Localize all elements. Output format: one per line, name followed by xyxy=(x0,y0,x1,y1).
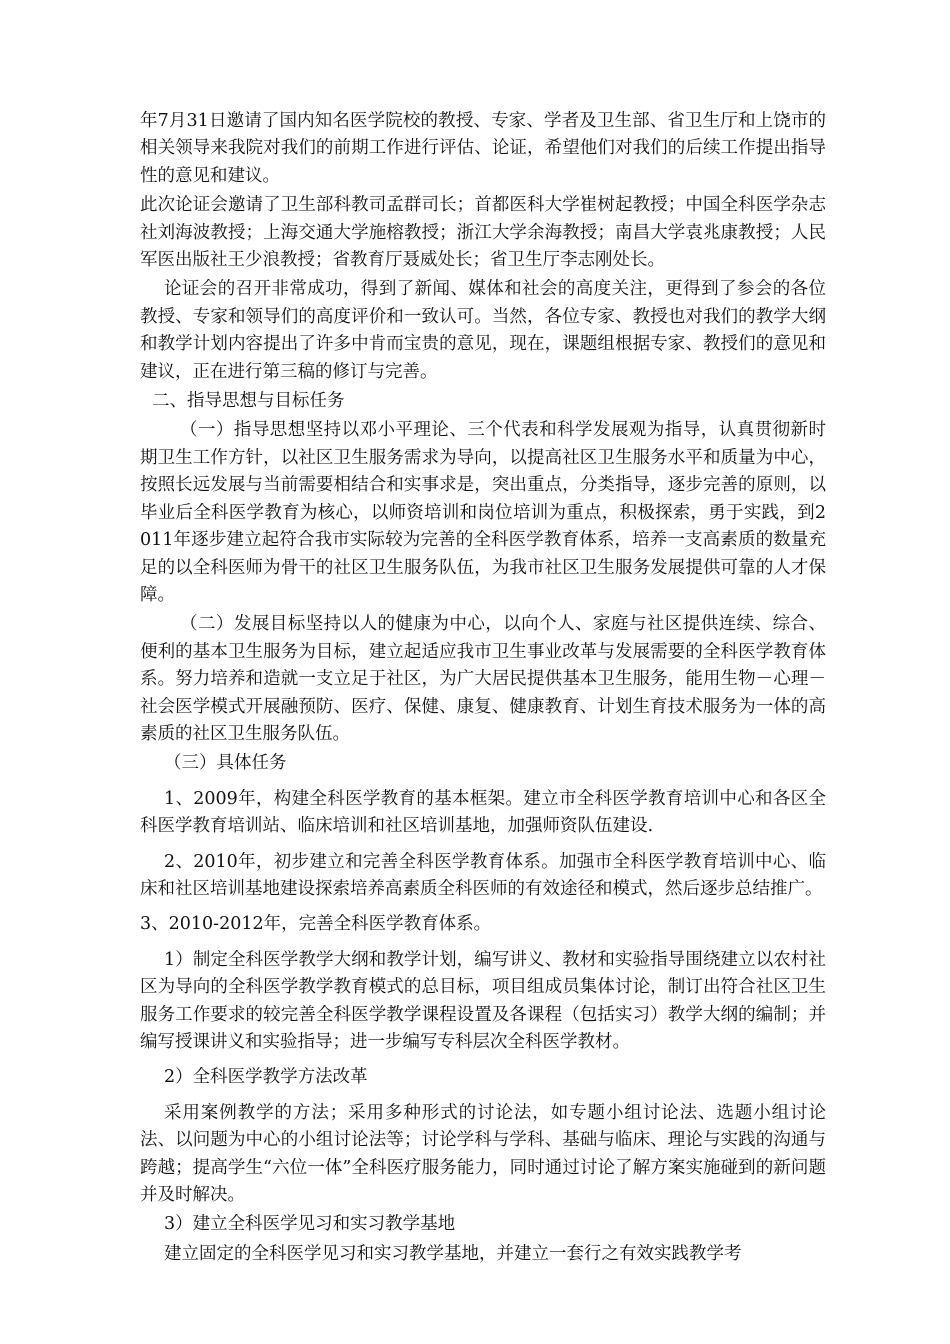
paragraph-meeting-result: 论证会的召开非常成功，得到了新闻、媒体和社会的高度关注，更得到了参会的各位教授、专家和领导们的高度评价和一致认可。当然，各位专家、教授也对我们的教学大纲和教学计划内容提出了许多中肯而宝贵的意见，现在，课题组根据专家、教授们的意见和建议，正在进行第三稿的修订与完善。 xyxy=(140,279,826,382)
paragraph-invited-experts: 此次论证会邀请了卫生部科教司孟群司长；首都医科大学崔树起教授；中国全科医学杂志社刘海波教授；上海交通大学施榕教授；浙江大学余海教授；南昌大学袁兆康教授；人民军医出版社王少浪教授；省教育厅聂威处长；省卫生厅李志刚处长。 xyxy=(140,195,826,271)
task-item-2009: 1、2009年，构建全科医学教育的基本框架。建立市全科医学教育培训中心和各区全科医学教育培训站、临床培训和社区培训基地，加强师资队伍建设. xyxy=(140,788,826,837)
subtask-practice-base-heading: 3）建立全科医学见习和实习教学基地 xyxy=(164,1214,456,1235)
subheading-specific-tasks: （三）具体任务 xyxy=(164,753,287,774)
paragraph-teaching-method: 采用案例教学的方法；采用多种形式的讨论法，如专题小组讨论法、选题小组讨论法、以问题为中心的小组讨论法等；讨论学科与学科、基础与临床、理论与实践的沟通与跨越；提高学生“六位一体”全科医疗服务能力，同时通过讨论了解方案实施碰到的新问题并及时解决。 xyxy=(140,1102,826,1206)
paragraph-guiding-ideology: （一）指导思想坚持以邓小平理论、三个代表和科学发展观为指导，认真贯彻新时期卫生工作方针，以社区卫生服务需求为导向，以提高社区卫生服务水平和质量为中心，按照长远发展与当前需要相结合和实事求是，突出重点，分类指导，逐步完善的原则，以毕业后全科医学教育为核心，以师资培训和岗位培训为重点，积极探索，勇于实践，到2011年逐步建立起符合我市实际较为完善的全科医学教育体系，培养一支高素质的数量充足的以全科医师为骨干的社区卫生服务队伍，为我市社区卫生服务发展提供可靠的人才保障。 xyxy=(140,420,826,605)
task-item-2010-2012: 3、2010-2012年，完善全科医学教育体系。 xyxy=(140,914,492,935)
document-body xyxy=(140,108,826,1270)
paragraph-practice-base: 建立固定的全科医学见习和实习教学基地，并建立一套行之有效实践教学考 xyxy=(164,1243,742,1264)
section-heading-guiding-ideology: 二、指导思想与目标任务 xyxy=(152,391,345,412)
paragraph-review-meeting-intro: 年7月31日邀请了国内知名医学院校的教授、专家、学者及卫生部、省卫生厅和上饶市的相关领导来我院对我们的前期工作进行评估、论证，希望他们对我们的后续工作提出指导性的意见和建议。 xyxy=(140,111,826,186)
subtask-teaching-method-heading: 2）全科医学教学方法改革 xyxy=(164,1067,368,1088)
task-item-2010: 2、2010年，初步建立和完善全科医学教育体系。加强市全科医学教育培训中心、临床和社区培训基地建设探索培养高素质全科医师的有效途径和模式，然后逐步总结推广。 xyxy=(140,851,826,899)
paragraph-development-goal: （二）发展目标坚持以人的健康为中心，以向个人、家庭与社区提供连续、综合、便利的基本卫生服务为目标，建立起适应我市卫生事业改革与发展需要的全科医学教育体系。努力培养和造就一支立足于社区，为广大居民提供基本卫生服务，能用生物－心理－社会医学模式开展融预防、医疗、保健、康复、健康教育、计划生育技术服务为一体的高素质的社区卫生服务队伍。 xyxy=(140,614,826,744)
subtask-syllabus: 1）制定全科医学教学大纲和教学计划，编写讲义、教材和实验指导围绕建立以农村社区为导向的全科医学教学教育模式的总目标，项目组成员集体讨论，制订出符合社区卫生服务工作要求的较完善全科医学教学课程设置及各课程（包括实习）教学大纲的编制；并编写授课讲义和实验指导；进一步编写专科层次全科医学教材。 xyxy=(140,949,826,1052)
